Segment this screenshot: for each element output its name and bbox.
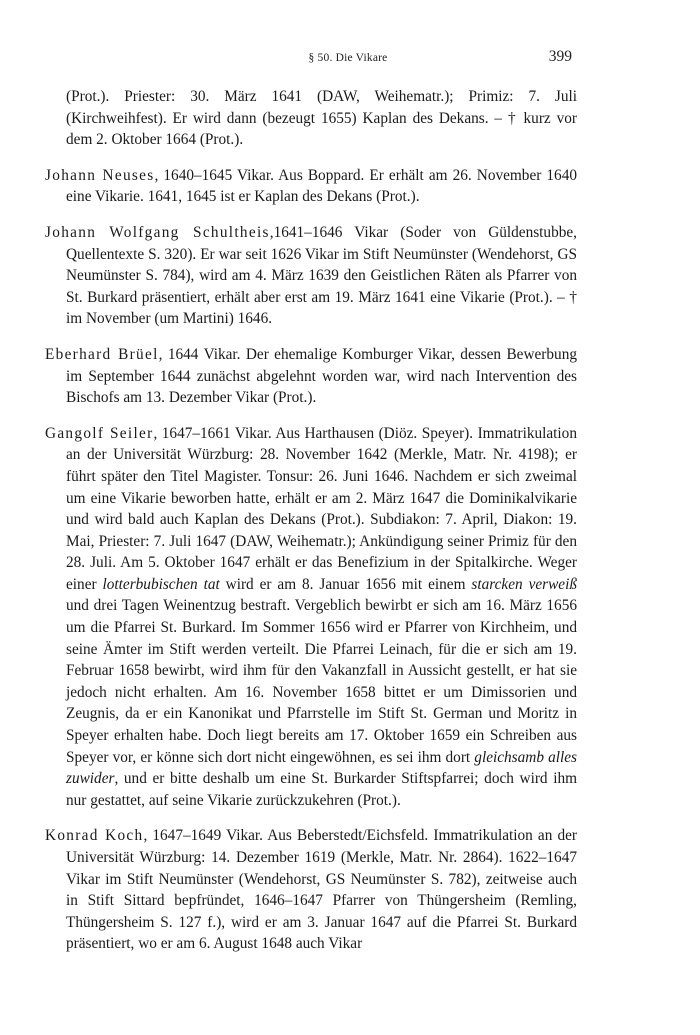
- entry-johann-wolfgang-schultheis: [45, 222, 577, 330]
- entry-johann-neuses: [45, 165, 577, 208]
- entry-text: , 1647–1649 Vikar. Aus Beberstedt/Eichsfeld. Immatrikulation an der Universität Würzburg: 14. Dezember 1619 (Merkle, Matr. Nr. 2864). 1622–1647 Vikar im Stift Neumünster (Wendehorst, GS Neumünster S. 782), zeitweise auch in Stift Sittard bepfründet, 1646–1647 Pfarrer von Thüngersheim (Remling, Thüngersheim S. 127 f.), wird er am 3. Januar 1647 auf die Pfarrei St. Burkard präsentiert, wo er am 6. August 1648 auch Vikar: [66, 827, 577, 953]
- entry-name: Eberhard Brüel: [45, 345, 159, 363]
- entry-text: , 1644 Vikar. Der ehemalige Komburger Vikar, dessen Bewerbung im September 1644 zunächst abgelehnt worden war, wird nach Intervention des Bischofs am 13. Dezember Vikar (Prot.).: [66, 345, 577, 407]
- entry-text: wird er am 8. Januar 1656 mit einem: [219, 575, 472, 593]
- running-head: § 50. Die Vikare: [308, 52, 388, 64]
- entry-quote: lotterbubischen tat: [102, 575, 220, 593]
- entry-gangolf-seiler: [45, 423, 577, 812]
- entry-quote: starcken verweiß: [471, 575, 577, 593]
- entry-name: Gangolf Seiler: [45, 424, 154, 442]
- entry-name: Johann Neuses: [45, 166, 155, 184]
- body-text: [45, 86, 577, 969]
- entry-konrad-koch: [45, 825, 577, 955]
- entry-eberhard-brueel: [45, 344, 577, 409]
- entry-text: und drei Tagen Weinentzug bestraft. Vergeblich bewirbt er sich am 16. März 1656 um die Pfarrei St. Burkard. Im Sommer 1656 wird er Pfarrer von Kirchheim, und seine Ämter im Stift werden verteilt. Die Pfarrei Leinach, für die er sich am 19. Februar 1658 bewirbt, wird ihm für den Vakanzfall in Aussicht gestellt, er hat sie jedoch nicht erhalten. Am 16. November 1658 bittet er um Dimissorien und Zeugnis, da er ein Kanonikat und Pfarrstelle im Stift St. German und Moritz in Speyer erhalten habe. Doch liegt bereits am 17. Oktober 1659 ein Schreiben aus Speyer vor, er könne sich dort nicht eingewöhnen, es sei ihm dort: [66, 597, 577, 766]
- entry-quote: gleichsamb alles zuwider: [66, 748, 577, 788]
- entry-text: , 1640–1645 Vikar. Aus Boppard. Er erhält am 26. November 1640 eine Vikarie. 1641, 1645 ist er Kaplan des Dekans (Prot.).: [66, 166, 577, 206]
- entry-name: Johann Wolfgang Schultheis: [45, 223, 270, 241]
- entry-continuation: [45, 86, 577, 151]
- entry-name: Konrad Koch: [45, 827, 144, 845]
- entry-text: (Prot.). Priester: 30. März 1641 (DAW, Weihematr.); Primiz: 7. Juli (Kirchweihfest). Er wird dann (bezeugt 1655) Kaplan des Dekans. – † kurz vor dem 2. Oktober 1664 (Prot.).: [66, 88, 577, 149]
- page-number: 399: [548, 48, 572, 65]
- entry-text: , 1647–1661 Vikar. Aus Harthausen (Diöz. Speyer). Immatrikulation an der Universität Würzburg: 28. November 1642 (Merkle, Matr. Nr. 4198); er führt später den Titel Magister. Tonsur: 26. Juni 1646. Nachdem er sich zweimal um eine Vikarie beworben hatte, erhält er am 2. März 1647 die Dominikalvikarie und wird bald auch Kaplan des Dekans (Prot.). Subdiakon: 7. April, Diakon: 19. Mai, Priester: 7. Juli 1647 (DAW, Weihematr.); Ankündigung seiner Primiz für den 28. Juli. Am 5. Oktober 1647 erhält er das Benefizium in der Spitalkirche. Weger einer: [66, 424, 577, 593]
- entry-text: ,1641–1646 Vikar (Soder von Güldenstubbe, Quellentexte S. 320). Er war seit 1626 Vikar im Stift Neumünster (Wendehorst, GS Neumünster S. 784), wird am 4. März 1639 den Geistlichen Räten als Pfarrer von St. Burkard präsentiert, erhält aber erst am 19. März 1641 eine Vikarie (Prot.). – † im November (um Martini) 1646.: [66, 223, 577, 328]
- entry-text: , und er bitte deshalb um eine St. Burkarder Stiftspfarrei; doch wird ihm nur gestattet, auf seine Vikarie zurückzukehren (Prot.).: [66, 770, 577, 809]
